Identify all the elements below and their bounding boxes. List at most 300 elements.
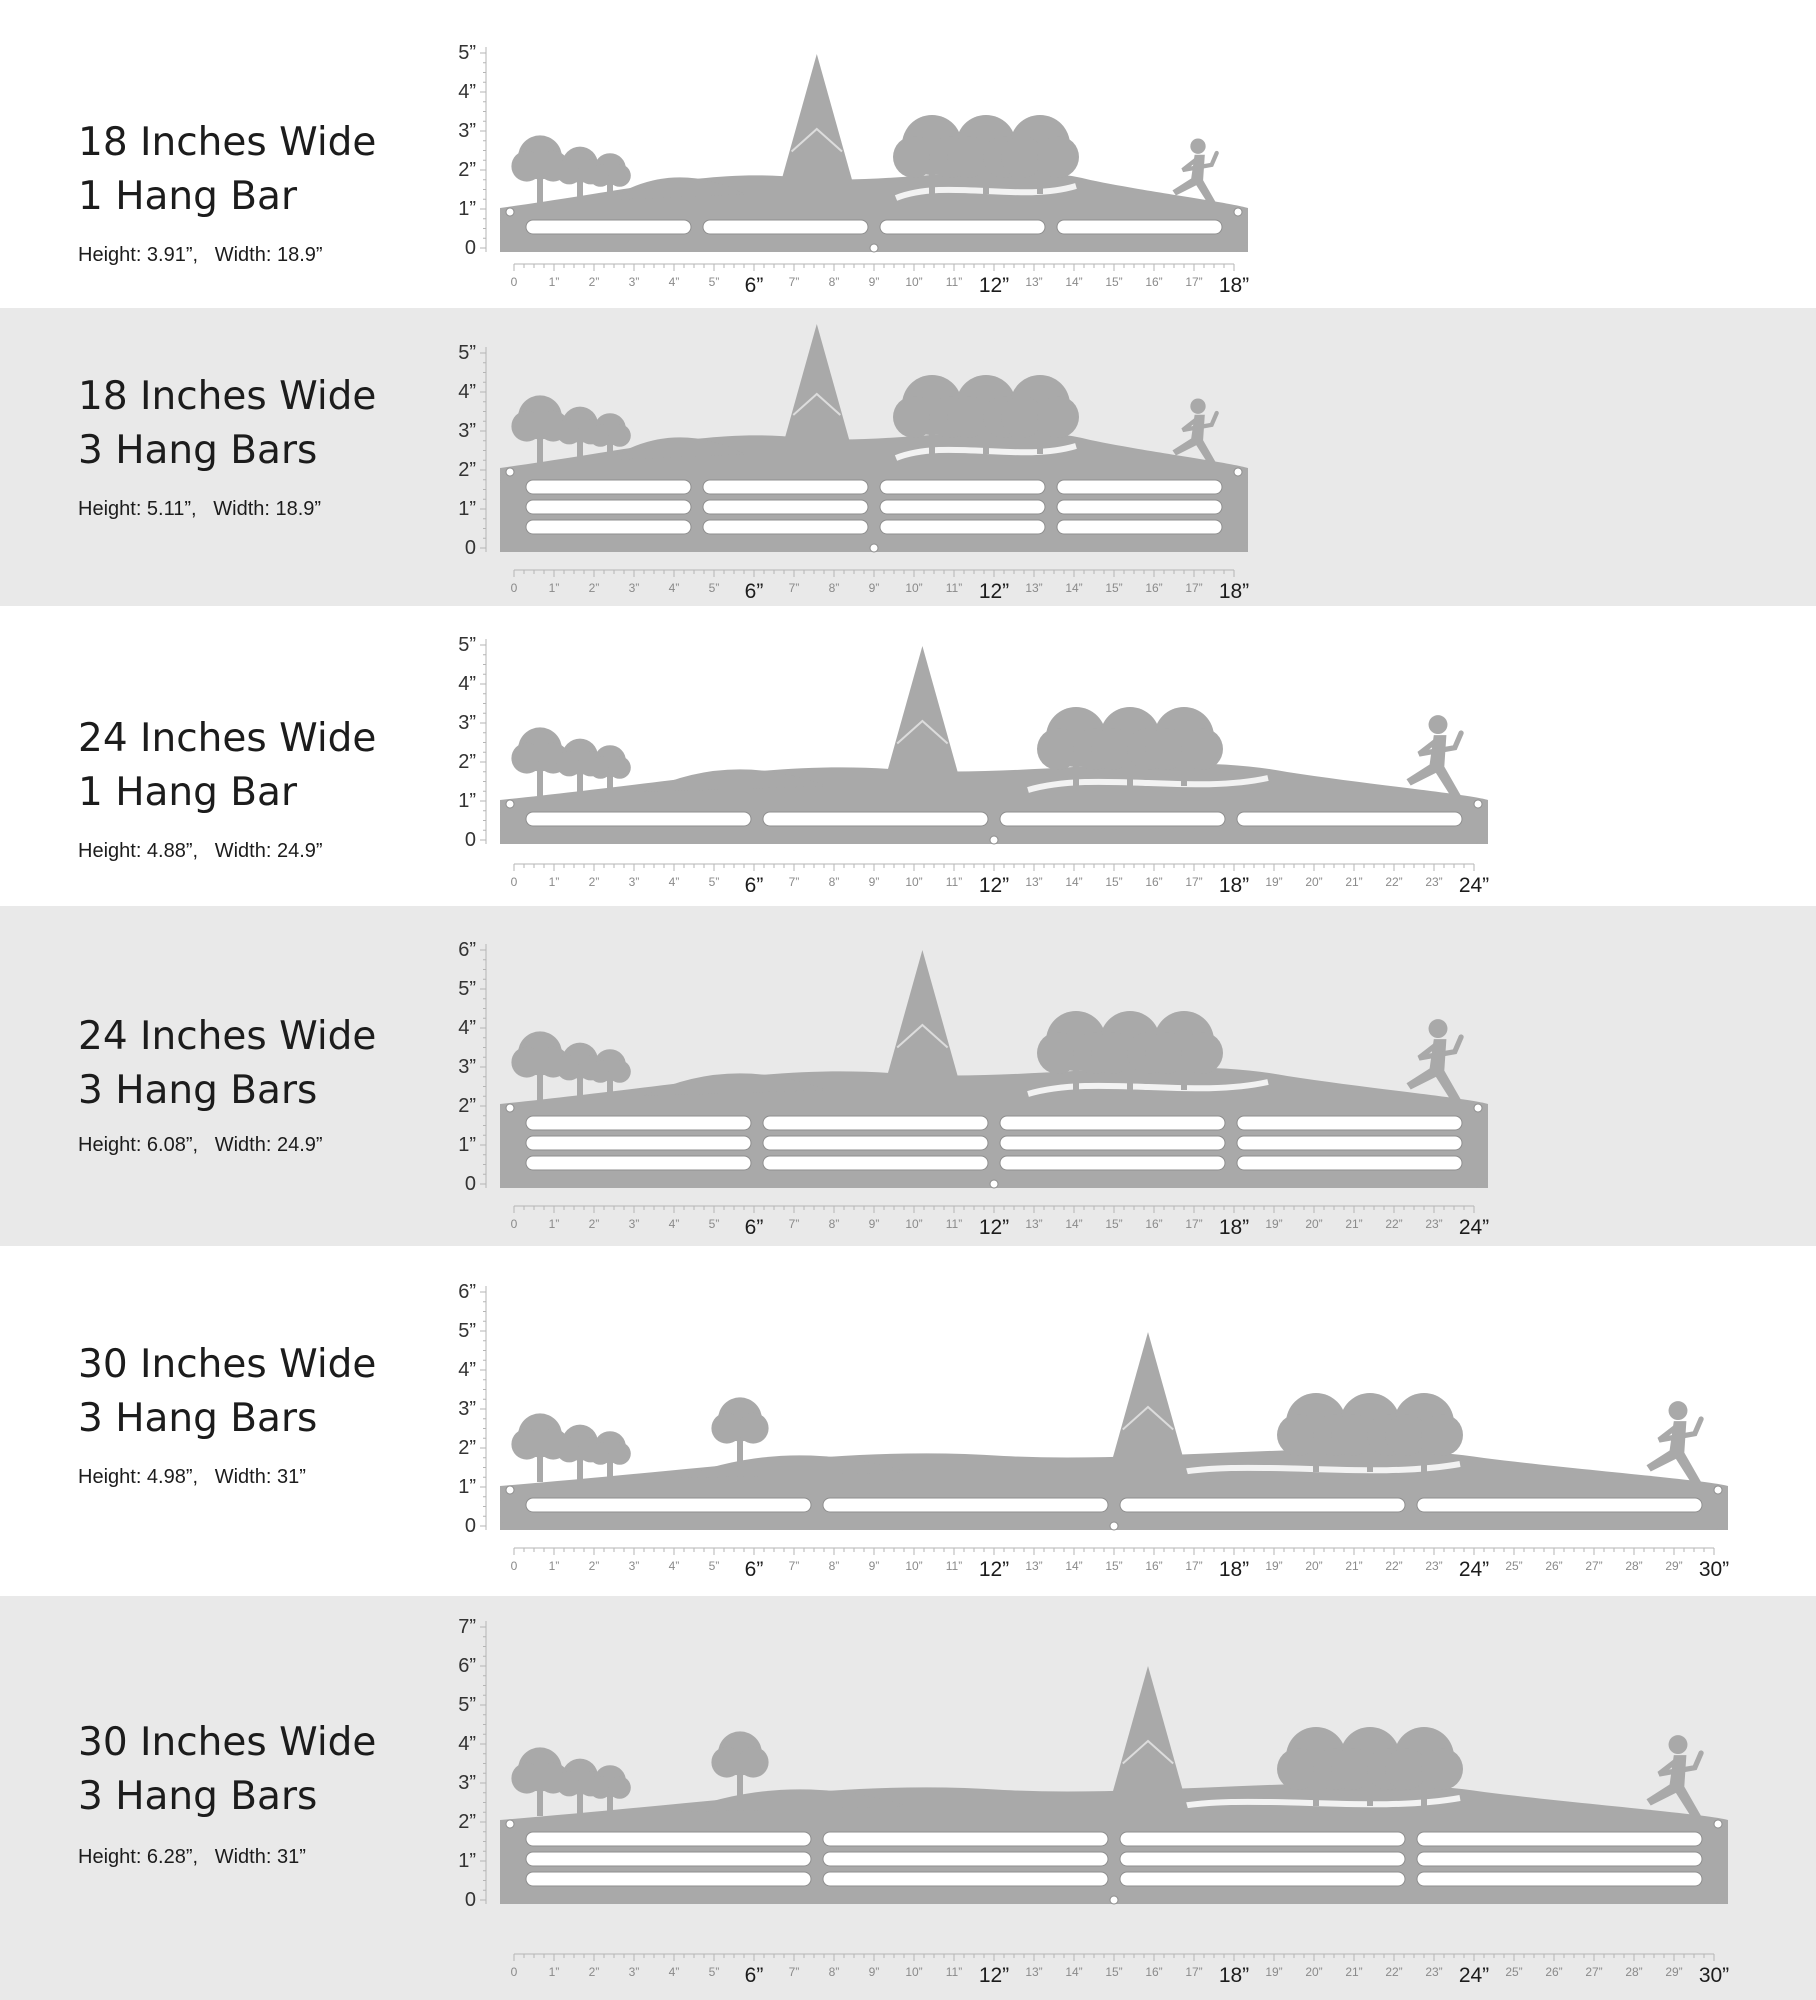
hang-bar-slot	[1237, 1116, 1462, 1130]
horizontal-tick-label: 17”	[1185, 275, 1203, 289]
horizontal-tick-label: 22”	[1385, 1965, 1403, 1979]
hang-bar-slot	[1000, 812, 1225, 826]
hang-bar-slot	[703, 520, 868, 534]
tree-crown	[589, 1442, 611, 1464]
horizontal-tick-label: 24”	[1458, 1964, 1490, 1987]
dimensions-text: Height: 4.98”, Width: 31”	[78, 1466, 306, 1488]
vertical-tick-label: 3”	[458, 1398, 476, 1420]
horizontal-tick-label: 30”	[1698, 1558, 1730, 1581]
horizontal-tick-label: 29”	[1665, 1965, 1683, 1979]
horizontal-tick-label: 23”	[1425, 1965, 1443, 1979]
horizontal-tick-label: 6”	[744, 1216, 764, 1239]
hang-bar-slot	[526, 1498, 811, 1512]
tree-crown	[1181, 728, 1223, 770]
tree-crown	[947, 396, 989, 438]
horizontal-tick-label: 8”	[828, 1217, 840, 1231]
horizontal-tick-label: 7”	[788, 581, 800, 595]
horizontal-tick-label: 18”	[1218, 580, 1250, 603]
horizontal-tick-label: 1”	[548, 1965, 560, 1979]
hang-bar-slot	[1237, 812, 1462, 826]
tree-crown	[711, 1747, 742, 1778]
hang-bar-slot	[1120, 1872, 1405, 1886]
vertical-tick-label: 4”	[458, 81, 476, 103]
hang-bar-slot	[1057, 520, 1222, 534]
tree-crown	[1421, 1748, 1463, 1790]
mounting-hole	[1474, 1104, 1482, 1112]
horizontal-tick-label: 1”	[548, 875, 560, 889]
horizontal-tick-label: 10”	[905, 1965, 923, 1979]
horizontal-tick-label: 0	[510, 275, 518, 289]
horizontal-tick-label: 27”	[1585, 1965, 1603, 1979]
tree-crown	[511, 1047, 542, 1078]
horizontal-tick-label: 24”	[1458, 874, 1490, 897]
horizontal-tick-label: 6”	[744, 874, 764, 897]
tree-crown	[1421, 1414, 1463, 1456]
horizontal-tick-label: 4”	[668, 1217, 680, 1231]
horizontal-tick-label: 26”	[1545, 1559, 1563, 1573]
horizontal-tick-label: 12”	[978, 274, 1010, 297]
title-bars: 1 Hang Bar	[78, 174, 297, 219]
vertical-tick-label: 2”	[458, 1095, 476, 1117]
tree-crown	[608, 1776, 630, 1798]
tree-crown	[1145, 728, 1187, 770]
vertical-tick-label: 7”	[458, 1616, 476, 1638]
tree-crown	[589, 424, 611, 446]
vertical-tick-label: 0	[464, 1173, 476, 1195]
horizontal-tick-label: 22”	[1385, 1217, 1403, 1231]
horizontal-tick-label: 10”	[905, 1217, 923, 1231]
horizontal-tick-label: 15”	[1105, 275, 1123, 289]
horizontal-tick-label: 21”	[1345, 1559, 1363, 1573]
vertical-tick-label: 5”	[458, 634, 476, 656]
horizontal-tick-label: 21”	[1345, 1217, 1363, 1231]
vertical-tick-label: 1”	[458, 790, 476, 812]
horizontal-tick-label: 24”	[1458, 1558, 1490, 1581]
tree-crown	[1331, 1414, 1373, 1456]
horizontal-tick-label: 13”	[1025, 1217, 1043, 1231]
hang-bar-slot	[526, 220, 691, 234]
hang-bar-slot	[526, 520, 691, 534]
horizontal-tick-label: 15”	[1105, 1217, 1123, 1231]
horizontal-tick-label: 20”	[1305, 1965, 1323, 1979]
horizontal-tick-label: 7”	[788, 1559, 800, 1573]
horizontal-tick-label: 7”	[788, 1965, 800, 1979]
mounting-hole	[506, 1104, 514, 1112]
hang-bar-slot	[880, 220, 1045, 234]
hang-bar-slot	[703, 500, 868, 514]
mounting-hole	[1714, 1820, 1722, 1828]
dimensions-text: Height: 6.28”, Width: 31”	[78, 1846, 306, 1868]
horizontal-tick-label: 18”	[1218, 274, 1250, 297]
hang-bar-slot	[526, 500, 691, 514]
vertical-tick-label: 5”	[458, 1320, 476, 1342]
mounting-hole	[1234, 208, 1242, 216]
vertical-tick-label: 5”	[458, 42, 476, 64]
hang-bar-slot	[880, 480, 1045, 494]
vertical-tick-label: 1”	[458, 1134, 476, 1156]
horizontal-tick-label: 12”	[978, 874, 1010, 897]
horizontal-tick-label: 2”	[588, 581, 600, 595]
vertical-tick-label: 0	[464, 1515, 476, 1537]
medal-hanger-drawing	[0, 1246, 1816, 1596]
tree-crown	[1331, 1748, 1373, 1790]
hanger-body	[500, 950, 1488, 1188]
horizontal-tick-label: 12”	[978, 580, 1010, 603]
horizontal-tick-label: 1”	[548, 1217, 560, 1231]
product-row	[0, 606, 1816, 906]
horizontal-tick-label: 14”	[1065, 1217, 1083, 1231]
horizontal-tick-label: 9”	[868, 1559, 880, 1573]
vertical-tick-label: 1”	[458, 198, 476, 220]
horizontal-tick-label: 16”	[1145, 875, 1163, 889]
mounting-hole	[1234, 468, 1242, 476]
hanger-body	[500, 1666, 1728, 1904]
horizontal-tick-label: 15”	[1105, 581, 1123, 595]
tree-crown	[1385, 1748, 1427, 1790]
horizontal-tick-label: 3”	[628, 1965, 640, 1979]
tree-crown	[557, 1055, 582, 1080]
horizontal-tick-label: 5”	[708, 1965, 720, 1979]
horizontal-tick-label: 1”	[548, 275, 560, 289]
tree-crown	[711, 1413, 742, 1444]
horizontal-tick-label: 10”	[905, 875, 923, 889]
hang-bar-slot	[1417, 1852, 1702, 1866]
horizontal-tick-label: 14”	[1065, 275, 1083, 289]
horizontal-tick-label: 2”	[588, 875, 600, 889]
horizontal-tick-label: 8”	[828, 875, 840, 889]
hang-bar-slot	[1057, 220, 1222, 234]
hang-bar-slot	[526, 480, 691, 494]
title-bars: 3 Hang Bars	[78, 1068, 318, 1113]
title-bars: 3 Hang Bars	[78, 1396, 318, 1441]
horizontal-tick-label: 7”	[788, 275, 800, 289]
hang-bar-slot	[1120, 1852, 1405, 1866]
horizontal-tick-label: 1”	[548, 581, 560, 595]
runner-head	[1669, 1735, 1688, 1754]
horizontal-tick-label: 21”	[1345, 875, 1363, 889]
dimensions-text: Height: 4.88”, Width: 24.9”	[78, 840, 323, 862]
runner-head	[1190, 139, 1205, 154]
tree-crown	[511, 743, 542, 774]
horizontal-tick-label: 0	[510, 1965, 518, 1979]
tree-crown	[557, 419, 582, 444]
vertical-tick-label: 5”	[458, 1694, 476, 1716]
horizontal-tick-label: 10”	[905, 275, 923, 289]
tree-crown	[1277, 1748, 1319, 1790]
vertical-tick-label: 3”	[458, 120, 476, 142]
horizontal-tick-label: 5”	[708, 1559, 720, 1573]
tree-crown	[1091, 1032, 1133, 1074]
horizontal-tick-label: 9”	[868, 275, 880, 289]
horizontal-tick-label: 9”	[868, 581, 880, 595]
tree-crown	[893, 396, 935, 438]
horizontal-tick-label: 0	[510, 581, 518, 595]
tree-crown	[557, 1771, 582, 1796]
tree-crown	[1037, 396, 1079, 438]
mounting-hole	[506, 208, 514, 216]
tree-crown	[511, 1429, 542, 1460]
horizontal-tick-label: 6”	[744, 274, 764, 297]
horizontal-tick-label: 8”	[828, 1965, 840, 1979]
title-bars: 3 Hang Bars	[78, 428, 318, 473]
horizontal-ruler	[511, 264, 1250, 297]
tree-crown	[1091, 728, 1133, 770]
horizontal-tick-label: 14”	[1065, 1559, 1083, 1573]
vertical-tick-label: 0	[464, 1889, 476, 1911]
horizontal-tick-label: 4”	[668, 1965, 680, 1979]
horizontal-tick-label: 17”	[1185, 875, 1203, 889]
tree-crown	[589, 756, 611, 778]
vertical-tick-label: 6”	[458, 1281, 476, 1303]
horizontal-tick-label: 16”	[1145, 581, 1163, 595]
horizontal-tick-label: 2”	[588, 1217, 600, 1231]
vertical-tick-label: 3”	[458, 1056, 476, 1078]
horizontal-tick-label: 21”	[1345, 1965, 1363, 1979]
vertical-tick-label: 1”	[458, 498, 476, 520]
tree-crown	[1277, 1414, 1319, 1456]
horizontal-tick-label: 16”	[1145, 1965, 1163, 1979]
product-row	[0, 0, 1816, 308]
vertical-tick-label: 6”	[458, 939, 476, 961]
medal-hanger-drawing	[0, 0, 1816, 308]
hang-bar-slot	[703, 480, 868, 494]
vertical-tick-label: 1”	[458, 1476, 476, 1498]
horizontal-tick-label: 9”	[868, 1965, 880, 1979]
vertical-ruler	[458, 1281, 486, 1537]
hanger-body	[500, 646, 1488, 844]
hang-bar-slot	[703, 220, 868, 234]
tree-crown	[1037, 1032, 1079, 1074]
tree-crown	[1037, 136, 1079, 178]
medal-hanger-drawing	[0, 606, 1816, 906]
horizontal-tick-label: 20”	[1305, 1559, 1323, 1573]
horizontal-tick-label: 4”	[668, 1559, 680, 1573]
horizontal-tick-label: 2”	[588, 1965, 600, 1979]
horizontal-tick-label: 7”	[788, 875, 800, 889]
hanger-body	[500, 54, 1248, 252]
horizontal-tick-label: 1”	[548, 1559, 560, 1573]
horizontal-tick-label: 11”	[945, 1559, 963, 1573]
tree-crown	[1181, 1032, 1223, 1074]
vertical-tick-label: 6”	[458, 1655, 476, 1677]
mounting-hole	[506, 1820, 514, 1828]
horizontal-tick-label: 18”	[1218, 1558, 1250, 1581]
mounting-hole	[990, 1180, 998, 1188]
tree-crown	[589, 1776, 611, 1798]
dimensions-text: Height: 6.08”, Width: 24.9”	[78, 1134, 323, 1156]
product-row	[0, 906, 1816, 1246]
horizontal-tick-label: 9”	[868, 1217, 880, 1231]
horizontal-tick-label: 13”	[1025, 875, 1043, 889]
horizontal-tick-label: 3”	[628, 875, 640, 889]
horizontal-tick-label: 19”	[1265, 1559, 1283, 1573]
hang-bar-slot	[526, 1136, 751, 1150]
vertical-ruler	[458, 42, 486, 259]
hang-bar-slot	[1000, 1156, 1225, 1170]
title-width: 24 Inches Wide	[78, 716, 377, 761]
vertical-tick-label: 1”	[458, 1850, 476, 1872]
tree-crown	[1001, 396, 1043, 438]
horizontal-tick-label: 13”	[1025, 1965, 1043, 1979]
tree-crown	[608, 756, 630, 778]
horizontal-tick-label: 19”	[1265, 875, 1283, 889]
hang-bar-slot	[1057, 480, 1222, 494]
horizontal-tick-label: 3”	[628, 1559, 640, 1573]
horizontal-tick-label: 8”	[828, 275, 840, 289]
mounting-hole	[506, 800, 514, 808]
tree-crown	[608, 1442, 630, 1464]
horizontal-tick-label: 3”	[628, 1217, 640, 1231]
vertical-tick-label: 2”	[458, 1437, 476, 1459]
horizontal-tick-label: 5”	[708, 275, 720, 289]
tree-crown	[589, 164, 611, 186]
hang-bar-slot	[823, 1872, 1108, 1886]
horizontal-tick-label: 14”	[1065, 581, 1083, 595]
tree-crown	[511, 151, 542, 182]
hang-bar-slot	[763, 1156, 988, 1170]
vertical-tick-label: 0	[464, 829, 476, 851]
horizontal-tick-label: 6”	[744, 580, 764, 603]
medal-hanger-drawing	[0, 906, 1816, 1246]
vertical-tick-label: 2”	[458, 751, 476, 773]
horizontal-tick-label: 27”	[1585, 1559, 1603, 1573]
mounting-hole	[1110, 1896, 1118, 1904]
hang-bar-slot	[823, 1852, 1108, 1866]
vertical-tick-label: 5”	[458, 342, 476, 364]
tree-crown	[589, 1060, 611, 1082]
horizontal-tick-label: 11”	[945, 875, 963, 889]
horizontal-tick-label: 3”	[628, 275, 640, 289]
horizontal-tick-label: 7”	[788, 1217, 800, 1231]
horizontal-tick-label: 23”	[1425, 875, 1443, 889]
horizontal-tick-label: 18”	[1218, 874, 1250, 897]
horizontal-ruler	[511, 1954, 1730, 1987]
horizontal-tick-label: 23”	[1425, 1559, 1443, 1573]
hang-bar-slot	[526, 1156, 751, 1170]
horizontal-tick-label: 16”	[1145, 1217, 1163, 1231]
tree-crown	[1145, 1032, 1187, 1074]
medal-hanger-drawing	[0, 1596, 1816, 2000]
hang-bar-slot	[763, 812, 988, 826]
horizontal-tick-label: 24”	[1458, 1216, 1490, 1239]
horizontal-tick-label: 4”	[668, 581, 680, 595]
title-width: 18 Inches Wide	[78, 120, 377, 165]
horizontal-tick-label: 17”	[1185, 1217, 1203, 1231]
hang-bar-slot	[1417, 1498, 1702, 1512]
tree-crown	[557, 159, 582, 184]
tree-crown	[738, 1747, 769, 1778]
horizontal-tick-label: 11”	[945, 1965, 963, 1979]
hang-bar-slot	[526, 1832, 811, 1846]
horizontal-ruler	[511, 1548, 1730, 1581]
hanger-body	[500, 324, 1248, 552]
product-row	[0, 308, 1816, 606]
mounting-hole	[1474, 800, 1482, 808]
tree-crown	[511, 411, 542, 442]
vertical-tick-label: 4”	[458, 1359, 476, 1381]
hang-bar-slot	[526, 1852, 811, 1866]
hang-bar-slot	[1000, 1116, 1225, 1130]
horizontal-tick-label: 11”	[945, 1217, 963, 1231]
vertical-tick-label: 4”	[458, 381, 476, 403]
vertical-tick-label: 2”	[458, 459, 476, 481]
tree-crown	[893, 136, 935, 178]
vertical-ruler	[458, 634, 486, 851]
runner-head	[1669, 1401, 1688, 1420]
horizontal-tick-label: 15”	[1105, 1965, 1123, 1979]
vertical-tick-label: 4”	[458, 1733, 476, 1755]
hang-bar-slot	[763, 1136, 988, 1150]
horizontal-tick-label: 19”	[1265, 1217, 1283, 1231]
vertical-ruler	[458, 939, 486, 1195]
horizontal-tick-label: 16”	[1145, 1559, 1163, 1573]
hanger-body	[500, 1332, 1728, 1530]
horizontal-ruler	[511, 1206, 1490, 1239]
vertical-tick-label: 3”	[458, 420, 476, 442]
horizontal-tick-label: 12”	[978, 1964, 1010, 1987]
mounting-hole	[990, 836, 998, 844]
horizontal-tick-label: 5”	[708, 581, 720, 595]
tree-crown	[608, 164, 630, 186]
horizontal-tick-label: 4”	[668, 275, 680, 289]
horizontal-tick-label: 17”	[1185, 1965, 1203, 1979]
vertical-tick-label: 3”	[458, 712, 476, 734]
horizontal-tick-label: 8”	[828, 1559, 840, 1573]
vertical-tick-label: 3”	[458, 1772, 476, 1794]
horizontal-tick-label: 0	[510, 875, 518, 889]
runner-head	[1429, 715, 1448, 734]
horizontal-tick-label: 12”	[978, 1558, 1010, 1581]
hang-bar-slot	[1237, 1136, 1462, 1150]
title-width: 24 Inches Wide	[78, 1014, 377, 1059]
title-width: 18 Inches Wide	[78, 374, 377, 419]
horizontal-tick-label: 29”	[1665, 1559, 1683, 1573]
horizontal-tick-label: 26”	[1545, 1965, 1563, 1979]
horizontal-tick-label: 6”	[744, 1558, 764, 1581]
horizontal-tick-label: 5”	[708, 1217, 720, 1231]
horizontal-tick-label: 10”	[905, 1559, 923, 1573]
horizontal-tick-label: 19”	[1265, 1965, 1283, 1979]
horizontal-tick-label: 14”	[1065, 1965, 1083, 1979]
horizontal-tick-label: 28”	[1625, 1559, 1643, 1573]
tree-crown	[947, 136, 989, 178]
title-bars: 3 Hang Bars	[78, 1774, 318, 1819]
hang-bar-slot	[1120, 1832, 1405, 1846]
horizontal-tick-label: 17”	[1185, 581, 1203, 595]
hang-bar-slot	[1120, 1498, 1405, 1512]
horizontal-tick-label: 13”	[1025, 581, 1043, 595]
hang-bar-slot	[880, 520, 1045, 534]
horizontal-tick-label: 30”	[1698, 1964, 1730, 1987]
horizontal-tick-label: 25”	[1505, 1559, 1523, 1573]
medal-hanger-drawing	[0, 308, 1816, 606]
mounting-hole	[506, 1486, 514, 1494]
vertical-ruler	[458, 342, 486, 559]
hang-bar-slot	[823, 1498, 1108, 1512]
horizontal-tick-label: 14”	[1065, 875, 1083, 889]
horizontal-tick-label: 22”	[1385, 1559, 1403, 1573]
mounting-hole	[1714, 1486, 1722, 1494]
horizontal-tick-label: 6”	[744, 1964, 764, 1987]
title-width: 30 Inches Wide	[78, 1342, 377, 1387]
vertical-tick-label: 4”	[458, 673, 476, 695]
hang-bar-slot	[1417, 1872, 1702, 1886]
horizontal-tick-label: 2”	[588, 1559, 600, 1573]
horizontal-tick-label: 20”	[1305, 1217, 1323, 1231]
horizontal-tick-label: 17”	[1185, 1559, 1203, 1573]
runner-head	[1429, 1019, 1448, 1038]
horizontal-tick-label: 4”	[668, 875, 680, 889]
